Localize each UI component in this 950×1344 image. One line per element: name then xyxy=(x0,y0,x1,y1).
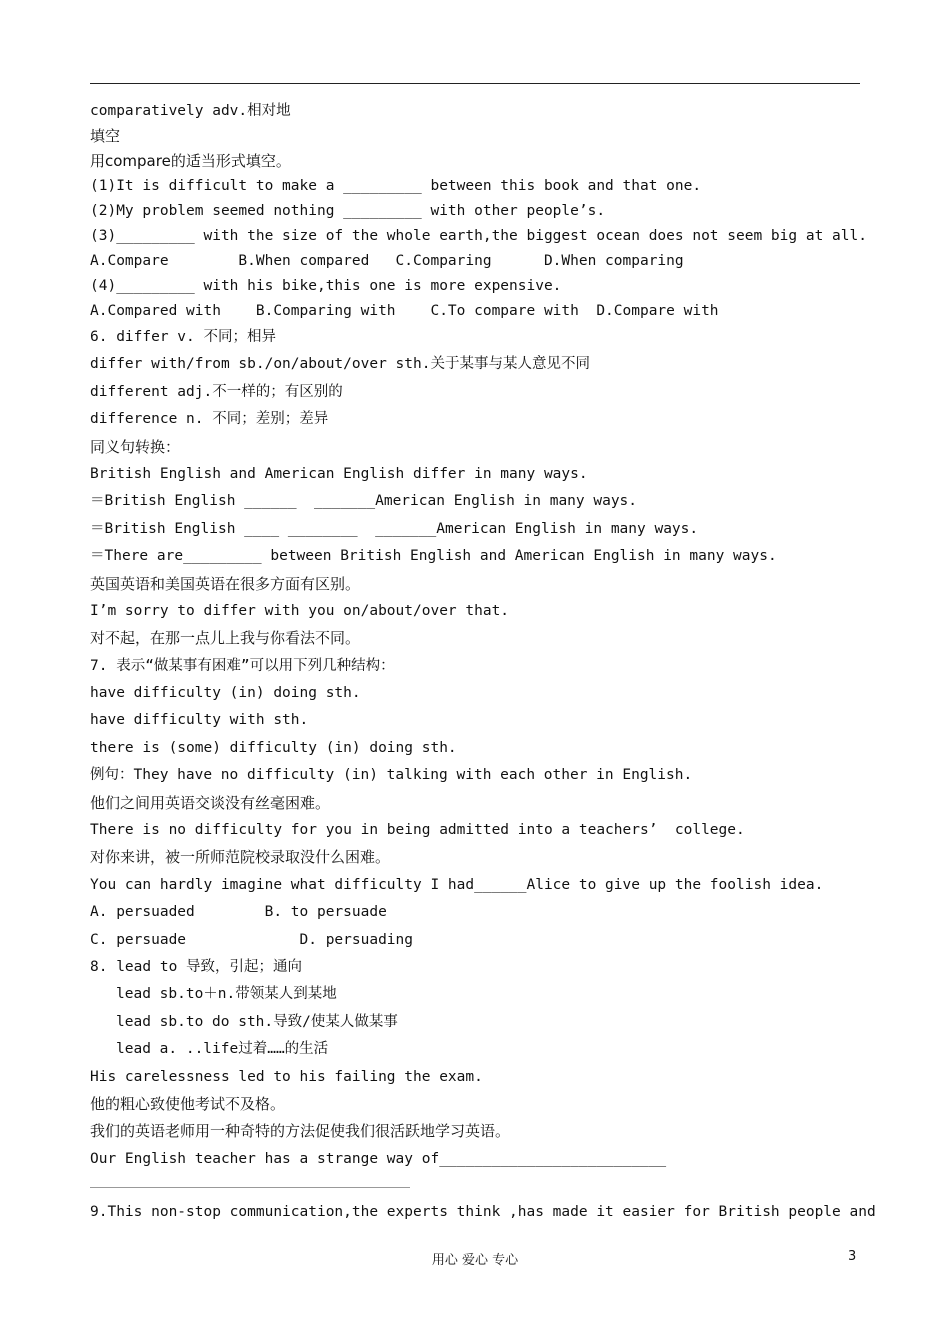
text-line: His carelessness led to his failing the exam. xyxy=(90,1068,483,1085)
exercise-line: ＝British English ____ ________ _______American English in many ways. xyxy=(90,520,699,537)
text-line: 例句：They have no difficulty (in) talking with each other in English. xyxy=(90,767,693,784)
exercise-line: (1)It is difficult to make a _________ between this book and that one. xyxy=(90,178,702,194)
text-line: 对你来讲，被一所师范院校录取没什么困难。 xyxy=(90,848,391,867)
section-heading: 8. lead to 导致，引起；通向 xyxy=(90,958,303,975)
text-line: lead sb.to do sth.导致/使某人做某事 xyxy=(116,1013,398,1030)
text-line: 同义句转换： xyxy=(90,437,181,456)
text-line: 9.This non-stop communication,the experts think ,has made it easier for British people and xyxy=(90,1204,876,1220)
text-line: I’m sorry to differ with you on/about/over that. xyxy=(90,602,510,619)
text-line: 他的粗心致使他考试不及格。 xyxy=(90,1094,286,1113)
text-line: British English and American English differ in many ways. xyxy=(90,465,588,482)
exercise-line: ＝British English ______ _______American English in many ways. xyxy=(90,493,638,510)
options-line: A.Compare B.When compared C.Comparing D.When comparing xyxy=(90,253,684,269)
text-line: 我们的英语老师用一种奇特的方法促使我们很活跃地学习英语。 xyxy=(90,1122,511,1141)
text-line: lead sb.to＋n.带领某人到某地 xyxy=(116,986,337,1003)
section-divider xyxy=(90,1187,410,1188)
footer-motto: 用心 爱心 专心 xyxy=(431,1253,519,1268)
text-line: lead a. ..life过着……的生活 xyxy=(116,1041,329,1058)
text-line: 填空 xyxy=(90,127,121,145)
text-line: have difficulty (in) doing sth. xyxy=(90,685,361,702)
options-line: A.Compared with B.Comparing with C.To compare with D.Compare with xyxy=(90,303,719,319)
options-line: A. persuaded B. to persuade xyxy=(90,904,387,921)
text-line: differ with/from sb./on/about/over sth.关于某事与某人意见不同 xyxy=(90,356,590,373)
text-line: comparatively adv.相对地 xyxy=(90,103,291,119)
text-line: difference n. 不同；差别；差异 xyxy=(90,411,329,428)
options-line: C. persuade D. persuading xyxy=(90,931,414,948)
text-line: 他们之间用英语交谈没有丝毫困难。 xyxy=(90,793,331,812)
bottom-section xyxy=(90,1187,876,1225)
document-body xyxy=(90,99,870,1173)
text-line: different adj.不一样的；有区别的 xyxy=(90,383,343,400)
text-line: there is (some) difficulty (in) doing sth. xyxy=(90,739,457,756)
exercise-line: ＝There are_________ between British English and American English in many ways. xyxy=(90,548,777,565)
exercise-line: (4)_________ with his bike,this one is more expensive. xyxy=(90,278,562,294)
exercise-line: (2)My problem seemed nothing _________ with other people’s. xyxy=(90,203,606,219)
section-heading: 6. differ v. 不同；相异 xyxy=(90,329,276,345)
exercise-line: Our English teacher has a strange way of__________________________ xyxy=(90,1150,667,1167)
text-line: have difficulty with sth. xyxy=(90,712,309,729)
text-line: 用compare的适当形式填空。 xyxy=(90,152,291,170)
text-line: 对不起，在那一点儿上我与你看法不同。 xyxy=(90,629,361,648)
text-line: There is no difficulty for you in being admitted into a teachers’ college. xyxy=(90,822,745,839)
exercise-line: (3)_________ with the size of the whole earth,the biggest ocean does not seem big at all. xyxy=(90,228,867,244)
header-rule xyxy=(90,83,860,84)
text-line: 英国英语和美国英语在很多方面有区别。 xyxy=(90,574,361,593)
page-number: 3 xyxy=(848,1249,857,1264)
section-heading: 7. 表示“做某事有困难”可以用下列几种结构： xyxy=(90,657,395,674)
exercise-line: You can hardly imagine what difficulty I had______Alice to give up the foolish idea. xyxy=(90,876,824,893)
